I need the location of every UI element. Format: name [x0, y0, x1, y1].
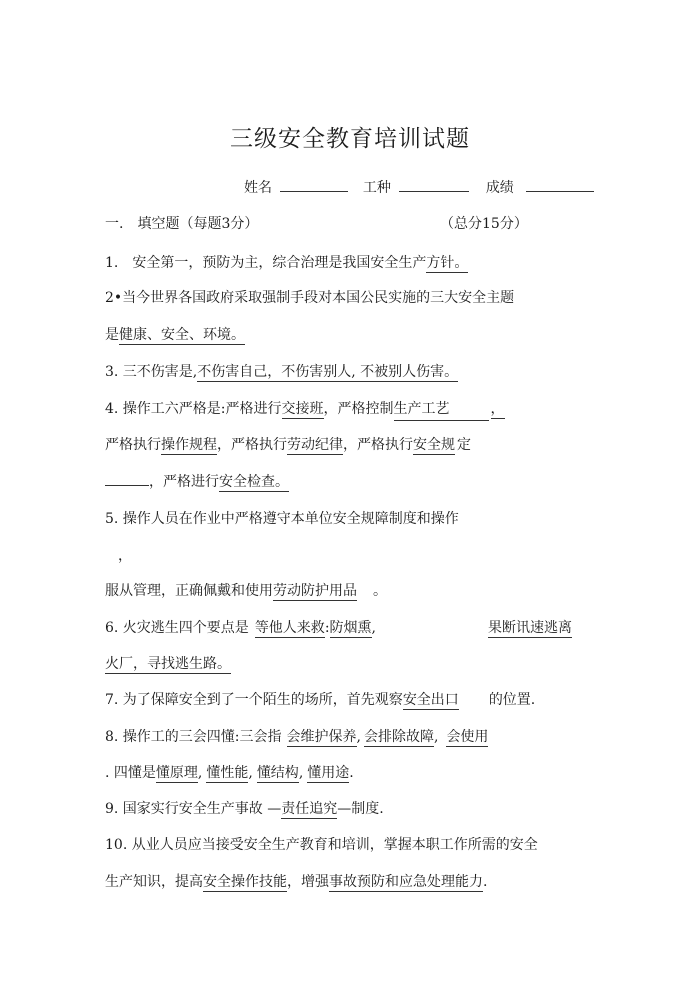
q2-text: 2•当今世界各国政府采取强制手段对本国公民实施的三大安全主题 — [105, 290, 515, 306]
name-field[interactable] — [280, 177, 348, 192]
q5-end: 。 — [373, 583, 387, 599]
q1-text: 1. 安全第一，预防为主，综合治理是我国安全生产 — [105, 255, 427, 271]
q1-answer: 方针。 — [426, 255, 469, 271]
q8-comma-4: , — [248, 765, 253, 781]
q8-answer-2: 会排除故障 — [363, 729, 434, 745]
q6-answer-1: 等他人来救 — [254, 620, 325, 636]
q4-text-7: 定 — [457, 437, 471, 453]
q5-prefix: 服从管理，正确佩戴和使用 — [105, 583, 273, 599]
section-title: 一. 填空题（每题3分） — [105, 216, 259, 232]
q10-answer-1: 安全操作技能 — [203, 874, 287, 890]
q8-answer-7: 懂用途 — [307, 765, 350, 781]
q5-text: 5. 操作人员在作业中严格遵守本单位安全规障制度和操作 — [105, 511, 459, 527]
q4-answer-4: 劳动纪律 — [287, 437, 343, 453]
q7-text: 7. 为了保障安全到了一个陌生的场所，首先观察 — [105, 692, 403, 708]
question-10-line1 — [105, 835, 538, 855]
q8-answer-3: 会使用 — [446, 729, 489, 745]
q7-end: 的位置. — [488, 692, 536, 708]
page-title: 三级安全教育培训试题 — [230, 126, 470, 152]
question-8-line2 — [105, 763, 354, 783]
question-4-line2 — [105, 435, 471, 455]
question-5-line1 — [105, 509, 459, 529]
section-heading — [105, 214, 258, 234]
question-4-line3 — [105, 471, 289, 492]
q10-end: . — [483, 874, 488, 890]
question-5-comma — [118, 546, 132, 566]
student-info-row — [244, 177, 594, 198]
q3-answer: 不伤害自己，不伤害别人, 不被别人伤害。 — [197, 364, 459, 380]
q2-prefix: 是 — [105, 327, 119, 343]
q4-text-1: 4. 操作工六严格是:严格进行 — [105, 401, 282, 417]
name-label: 姓名 — [244, 180, 272, 196]
q6-answer-4: 火厂，寻找逃生路。 — [105, 656, 231, 672]
q4-answer-3: 操作规程 — [161, 437, 217, 453]
q4-answer-6: 安全检查。 — [219, 474, 289, 490]
q8-answer-5: 懂性能 — [206, 765, 249, 781]
q10-text: 10. 从业人员应当接受安全生产教育和培训，掌握本职工作所需的安全 — [105, 837, 538, 853]
q8-end: . — [349, 765, 354, 781]
q6-text: 6. 火灾逃生四个要点是 — [105, 620, 249, 636]
q4-answer-2-text: 生产工艺 — [393, 401, 450, 417]
q3-text: 3. 三不伤害是, — [105, 364, 198, 380]
q8-comma-2: , — [433, 729, 439, 745]
q5-comma: ， — [118, 548, 132, 564]
q8-comma-5: , — [298, 765, 304, 781]
q4-answer-2 — [394, 399, 489, 421]
q10-mid: ，增强 — [287, 874, 329, 890]
q8-comma-1: , — [356, 729, 361, 745]
q8-text: 8. 操作工的三会四懂:三会指 — [105, 729, 282, 745]
q10-prefix: 生产知识，提高 — [105, 874, 203, 890]
q8-answer-4: 懂原理 — [155, 765, 198, 781]
question-6-answer-3 — [488, 618, 572, 638]
question-2-line2 — [105, 325, 245, 345]
question-5-line2 — [105, 581, 387, 601]
question-6-line2 — [105, 654, 231, 674]
q6-answer-3-text: 果断讯速逃离 — [488, 620, 572, 636]
q6-sep: : — [324, 620, 330, 636]
q8-text-2: . 四懂是 — [105, 765, 156, 781]
q5-answer: 劳动防护用品 — [273, 583, 357, 599]
question-3 — [105, 362, 458, 382]
q8-answer-1: 会维护保养 — [286, 729, 357, 745]
q9-text: 9. 国家实行安全生产事故 — — [105, 801, 282, 817]
q4-text-6: ，严格执行 — [343, 437, 413, 453]
section-total-text: （总分15分） — [440, 216, 528, 232]
q9-answer: 责任追究 — [281, 801, 338, 817]
q4-text-5: ，严格执行 — [217, 437, 287, 453]
q2-answer: 健康、安全、环境。 — [119, 327, 245, 343]
score-label: 成绩 — [485, 180, 514, 196]
question-6-line1 — [105, 618, 376, 638]
q4-answer-5: 安全规 — [413, 437, 455, 453]
q10-answer-2: 事故预防和应急处理能力 — [329, 874, 483, 890]
q9-end: —制度. — [337, 801, 384, 817]
q4-text-8: ，严格进行 — [149, 474, 219, 490]
question-2-line1 — [105, 288, 514, 308]
question-4-line1 — [105, 399, 505, 421]
question-10-line2 — [105, 872, 487, 892]
q7-answer: 安全出口 — [402, 692, 459, 708]
q8-answer-6: 懂结构 — [256, 765, 299, 781]
q4-answer-1: 交接班 — [281, 401, 324, 417]
section-total — [440, 214, 528, 234]
work-type-label: 工种 — [362, 180, 391, 196]
work-type-field[interactable] — [399, 177, 469, 192]
question-7 — [105, 690, 535, 710]
q4-blank[interactable] — [105, 471, 149, 486]
q6-answer-2: 防烟熏 — [329, 620, 372, 636]
q4-text-3: ， — [490, 401, 505, 417]
q4-text-4: 严格执行 — [105, 437, 161, 453]
q6-comma: , — [371, 620, 376, 636]
question-8-line1 — [105, 727, 488, 747]
question-9 — [105, 799, 384, 819]
question-1 — [105, 253, 468, 273]
q8-comma-3: , — [197, 765, 203, 781]
q4-text-2: ，严格控制 — [323, 401, 394, 417]
score-field[interactable] — [526, 177, 594, 192]
